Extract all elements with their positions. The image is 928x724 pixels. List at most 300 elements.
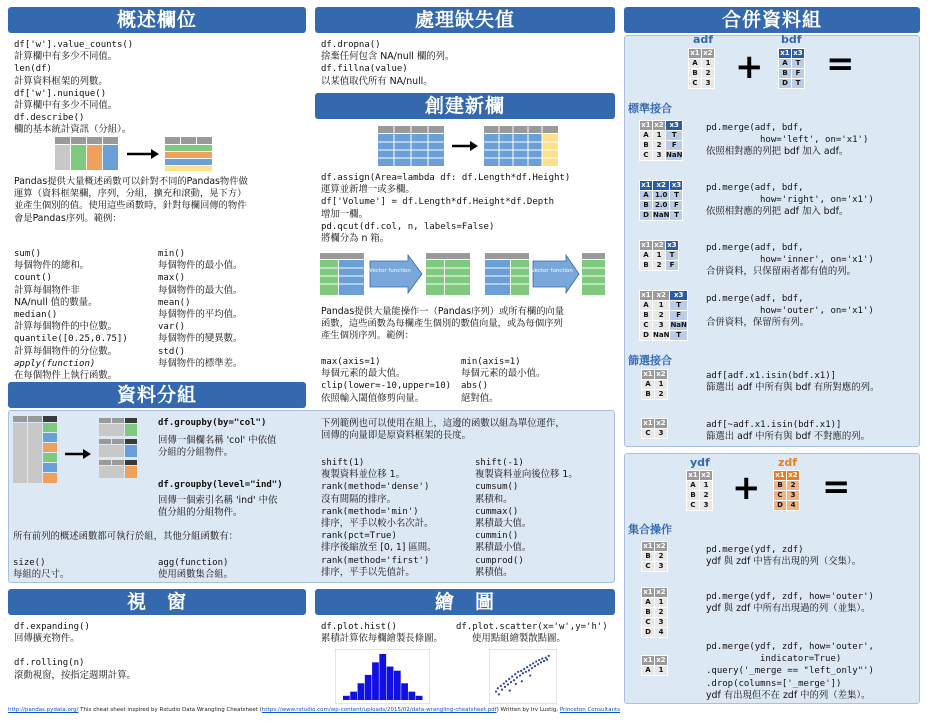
group-vec-line: 回傳的向量即是原資料框架的長度。 [321, 430, 472, 442]
table-header-row [689, 49, 715, 59]
table-cell: 2 [653, 261, 666, 271]
table-cell: T [666, 131, 683, 141]
intersect-desc [706, 544, 861, 568]
table-cell: T [792, 59, 805, 69]
missing-lines [321, 39, 454, 88]
table-cell: 3 [653, 151, 666, 161]
table-header-cell: x2 [656, 588, 666, 596]
table-cell: 1 [653, 131, 666, 141]
scatter-point [546, 658, 548, 660]
scatter-point [523, 668, 525, 670]
code-fillna: df.fillna(value) [321, 64, 408, 75]
code-len: len(df) [14, 64, 52, 75]
code-union: pd.merge(ydf, zdf, how='outer') [706, 592, 874, 602]
table-header-cell: x2 [701, 471, 711, 479]
table-row [642, 390, 668, 400]
table-header-cell: x1 [643, 542, 653, 550]
newcols-lines [321, 172, 570, 245]
table-row [687, 481, 713, 491]
desc-groupby-level: 回傳一個索引名稱 'ind' 中依 [158, 495, 278, 507]
desc-len: 計算資料框架的列數。 [14, 75, 108, 87]
scatter-point [529, 664, 531, 666]
scatter-point [532, 662, 534, 664]
desc-outer-join: 合併資料，保留所有列。 [706, 317, 810, 329]
table-cell: D [640, 331, 653, 341]
table-row [640, 141, 683, 151]
code-mean: mean() [158, 297, 191, 308]
desc-describe: 欄的基本統計資訊（分組）。 [14, 124, 132, 136]
code-diff-2: indicator=True) [760, 654, 842, 665]
histogram-bar [387, 667, 394, 700]
table-cell: C [640, 321, 653, 331]
desc-intersect: ydf 與 zdf 中皆有出現的列（交集）。 [706, 556, 862, 568]
code-qcut: pd.qcut(df.col, n, labels=False) [321, 221, 495, 232]
table-cell: 1 [702, 59, 715, 69]
table-row [640, 331, 688, 341]
table-header-row [642, 370, 668, 380]
table-row [774, 501, 800, 511]
table-header-cell: x3 [671, 181, 682, 189]
table-cell: 3 [702, 79, 715, 89]
table-cell: 2 [787, 481, 800, 491]
desc-fillna: 以某值取代所有 NA/null。 [321, 75, 433, 87]
adf-table [688, 48, 715, 89]
code-groupby-col: df.groupby(by="col") [158, 418, 267, 428]
header-missing: 處理缺失值 [315, 7, 615, 33]
code-right-join-1: pd.merge(adf, bdf, [706, 183, 804, 193]
desc-nunique: 計算欄中有多少不同值。 [14, 100, 118, 112]
code-shift-neg1: shift(-1) [475, 458, 524, 468]
table-cell: D [642, 628, 655, 638]
table-header-cell: x1 [641, 181, 651, 189]
scatter-point [525, 671, 527, 673]
desc-max: 每個物件的最大值。 [158, 284, 243, 296]
scatter-point [497, 687, 499, 689]
desc-assign: 運算並新增一或多欄。 [321, 184, 415, 196]
union-table [641, 587, 668, 638]
table-header-cell: x1 [643, 656, 653, 664]
histogram-bar [379, 654, 386, 700]
code-count: count() [14, 273, 52, 284]
table-cell: D [779, 79, 792, 89]
code-rank-pct: rank(pct=True) [321, 531, 397, 542]
table-cell: B [779, 69, 792, 79]
table-header-row [640, 181, 683, 191]
code-rank-dense: rank(method='dense') [321, 482, 430, 493]
table-cell: A [687, 481, 700, 491]
code-left-join-1: pd.merge(adf, bdf, [706, 123, 804, 133]
code-diff-4: .drop(columns=['_merge']) [706, 678, 842, 689]
code-clip: clip(lower=-10,upper=10) [321, 381, 452, 392]
scatter-point [498, 693, 500, 695]
table-row [640, 131, 683, 141]
header-combine: 合併資料組 [624, 7, 920, 33]
desc-clip: 依照輸入閾值修剪向量。 [321, 392, 425, 404]
desc-qcut: 將欄分為 n 箱。 [321, 233, 390, 245]
summarize-para-line: 運算（資料框架欄，序列，分組，擴充和滾動，晃下方） [14, 188, 247, 200]
scatter-point [522, 672, 524, 674]
scatter-point [515, 683, 517, 685]
table-row [642, 552, 668, 562]
intersect-table [641, 541, 668, 572]
newcols-result-table [484, 126, 558, 166]
table-cell: 2 [700, 491, 713, 501]
desc-rank-dense: 沒有間隔的排序。 [321, 493, 397, 505]
table-header-cell: x2 [703, 49, 713, 57]
left-join-table [639, 120, 683, 161]
zdf-table [773, 470, 800, 511]
code-max-axis: max(axis=1) [321, 357, 381, 367]
code-intersect: pd.merge(ydf, zdf) [706, 545, 804, 555]
table-header-cell: x2 [656, 370, 666, 378]
desc-count-2: NA/null 值的數量。 [14, 296, 98, 308]
histogram-bar [372, 662, 379, 700]
table-row [779, 79, 805, 89]
code-right-join-2: how='right', on='x1') [760, 195, 874, 206]
table-row [642, 562, 668, 572]
code-describe: df.describe() [14, 113, 85, 124]
table-row [640, 151, 683, 161]
table-header-row [640, 291, 688, 301]
desc-count: 計算每個物件非 [14, 284, 80, 296]
desc-right-join: 依照相對應的列把 adf 加入 bdf。 [706, 206, 849, 218]
group-diagram [13, 416, 143, 484]
table-cell: C [687, 501, 700, 511]
table-header-cell: x3 [793, 49, 803, 57]
table-row [687, 491, 713, 501]
table-cell: C [642, 562, 655, 572]
code-semi-join: adf[adf.x1.isin(bdf.x1)] [706, 371, 837, 381]
set-ops-heading: 集合操作 [628, 523, 672, 536]
table-cell: A [640, 251, 653, 261]
summarize-paragraph [14, 176, 248, 225]
table-cell: A [640, 301, 653, 311]
table-row [640, 261, 679, 271]
code-cummax: cummax() [475, 506, 519, 517]
desc-min: 每個物件的最小值。 [158, 260, 243, 272]
semi-join-table [641, 369, 668, 400]
scatter-point [501, 689, 503, 691]
equals-icon: = [822, 467, 851, 507]
table-cell: A [642, 380, 655, 390]
scatter-point [541, 658, 543, 660]
scatter-point [505, 680, 507, 682]
table-cell: F [666, 141, 683, 151]
table-header-row [640, 121, 683, 131]
table-cell: T [670, 211, 683, 221]
code-max: max() [158, 273, 186, 284]
table-cell: T [666, 251, 679, 261]
table-cell: 1 [655, 380, 668, 390]
scatter-point [519, 674, 521, 676]
ydf-label: ydf [690, 456, 710, 469]
table-header-row [642, 419, 668, 429]
outer-join-desc [706, 293, 874, 330]
table-header-cell: x1 [780, 49, 790, 57]
footer-link-pandas[interactable]: http://pandas.pydata.org/ [8, 707, 79, 713]
table-row [774, 481, 800, 491]
desc-rank-pct: 排序後縮放至 [0, 1] 區間。 [321, 542, 437, 554]
table-row [642, 608, 668, 618]
group-note: 所有前列的概述函數都可執行於組，其他分組函數有： [13, 531, 239, 542]
filter-join-heading: 篩選接合 [628, 354, 672, 367]
table-cell: B [689, 69, 702, 79]
table-header-cell: x2 [656, 542, 666, 550]
histogram-bar [408, 692, 415, 700]
histogram-bar [350, 692, 357, 700]
table-row [689, 79, 715, 89]
plus-icon: + [732, 468, 761, 508]
table-cell: 1 [653, 301, 670, 311]
group-size [13, 557, 69, 581]
desc-union: ydf 與 zdf 中所有出現過的列（並集）。 [706, 603, 871, 615]
desc-plot-hist: 累積計算依每欄繪製長條圖。 [321, 633, 443, 645]
footer-link-rstudio[interactable]: https://www.rstudio.com/wp-content/uploads/2015/02/data-wrangling-cheatsheet.pdf [261, 707, 497, 713]
scatter-point [526, 666, 528, 668]
table-row [642, 380, 668, 390]
summarize-para-line: Pandas提供大量概述函數可以針對不同的Pandas物件做 [14, 176, 248, 187]
vector-function-label: Vector function [369, 268, 411, 274]
desc-groupby-col-2: 分組的分組物件。 [158, 447, 234, 459]
table-cell: 1 [655, 598, 668, 608]
outer-join-table [639, 290, 688, 341]
code-size: size() [13, 558, 46, 568]
newcols-diagram [378, 126, 558, 166]
table-cell: A [642, 666, 655, 676]
adf-label: adf [693, 33, 714, 46]
desc-var: 每個物件的變異數。 [158, 333, 243, 345]
table-header-row [642, 542, 668, 552]
scatter-point [513, 679, 515, 681]
table-cell: C [774, 491, 787, 501]
table-header-cell: x1 [643, 588, 653, 596]
table-cell: C [642, 429, 655, 439]
table-cell: 4 [655, 628, 668, 638]
code-min: min() [158, 249, 186, 259]
code-agg: agg(function) [158, 558, 229, 568]
table-header-cell: x1 [690, 49, 700, 57]
scatter-point [510, 681, 512, 683]
ydf-table [686, 470, 713, 511]
newcols-source-table [378, 126, 444, 166]
code-outer-join-2: how='outer', on='x1') [760, 306, 874, 317]
desc-shift1: 複製資料並位移 1。 [321, 469, 405, 481]
anti-join-table [641, 418, 668, 439]
scatter-point [535, 660, 537, 662]
group-agg [158, 557, 233, 581]
vector-function-diagram [320, 253, 605, 295]
scatter-point [521, 680, 523, 682]
inner-join-desc [706, 242, 874, 279]
table-row [689, 59, 715, 69]
table-cell: B [640, 261, 653, 271]
newcols-para-line: Pandas提供大量能操作一（Pandas序列）或所有欄的向量 [321, 306, 565, 317]
footer-text-2: ) Written by Irv Lustig, [496, 707, 560, 713]
table-header-cell: x1 [641, 241, 651, 249]
plot-hist [321, 621, 443, 645]
desc-rolling: 滾動視窗，按指定週期計算。 [14, 669, 136, 681]
bdf-label: bdf [781, 33, 802, 46]
semi-join-desc [706, 370, 879, 394]
table-header-cell: x2 [654, 241, 664, 249]
histogram-bar [416, 696, 423, 700]
left-join-desc [706, 122, 868, 159]
desc-groupby-col: 回傳一個欄名稱 'col' 中依值 [158, 435, 277, 447]
scatter-point [509, 690, 511, 692]
summarize-functions-left [14, 248, 128, 382]
code-abs: abs() [461, 381, 489, 392]
table-cell: T [792, 79, 805, 89]
histogram-bar [394, 671, 401, 700]
footer-text: This cheat sheet inspired by Rstudio Data Wrangling Cheatsheet ( [78, 707, 262, 713]
table-row [687, 501, 713, 511]
code-cummin: cummin() [475, 531, 519, 542]
code-var: var() [158, 322, 186, 333]
table-row [642, 598, 668, 608]
desc-dropna: 捨棄任何包含 NA/null 欄的列。 [321, 51, 455, 63]
desc-cummax: 累積最大值。 [475, 518, 532, 530]
desc-volume: 增加一欄。 [321, 208, 368, 220]
summarize-lines [14, 39, 133, 137]
code-expanding: df.expanding() [14, 622, 90, 632]
union-desc [706, 591, 874, 615]
table-cell: 2 [655, 608, 668, 618]
table-header-cell: x2 [788, 471, 798, 479]
scatter-point [504, 686, 506, 688]
table-cell: T [670, 301, 687, 311]
table-cell: 1 [655, 666, 668, 676]
desc-cumprod: 累積值。 [475, 566, 513, 578]
newcols-functions-left [321, 356, 451, 405]
desc-size: 每組的尺寸。 [13, 569, 70, 581]
summarize-para-line: 會是Pandas序列。範例： [14, 212, 122, 224]
table-row [640, 321, 688, 331]
table-cell: F [670, 311, 687, 321]
code-rank-first: rank(method='first') [321, 555, 430, 566]
scatter-point [500, 685, 502, 687]
scatter-point [545, 657, 547, 659]
scatter-point [534, 665, 536, 667]
table-cell: A [640, 191, 653, 201]
vector-function-label: Vector function [531, 268, 573, 274]
code-min-axis: min(axis=1) [461, 357, 521, 367]
table-header-row [774, 471, 800, 481]
table-cell: 3 [655, 618, 668, 628]
table-header-cell: x1 [641, 121, 651, 129]
table-cell: 3 [655, 562, 668, 572]
table-header-cell: x3 [667, 241, 677, 249]
table-row [642, 628, 668, 638]
code-sum: sum() [14, 249, 42, 259]
code-volume: df['Volume'] = df.Length*df.Height*df.Depth [321, 197, 554, 208]
table-cell: B [774, 481, 787, 491]
scatter-point [540, 661, 542, 663]
footer [8, 707, 620, 713]
arrow-icon [127, 149, 159, 159]
code-outer-join-1: pd.merge(adf, bdf, [706, 294, 804, 304]
table-cell: C [689, 79, 702, 89]
table-header-cell: x2 [654, 121, 664, 129]
scatter-point [528, 669, 530, 671]
desc-mean: 每個物件的平均值。 [158, 309, 243, 321]
table-cell: 2 [655, 390, 668, 400]
group-result-tables [99, 418, 137, 478]
table-row [640, 301, 688, 311]
desc-plot-scatter: 使用點組繪製散點圖。 [472, 633, 566, 645]
summarize-source-table [55, 137, 118, 170]
code-plot-scatter: df.plot.scatter(x='w',y='h') [456, 622, 608, 632]
table-row [640, 191, 683, 201]
desc-quantile: 計算每個物件的分位數。 [14, 345, 118, 357]
desc-min-axis: 每個元素的最小值。 [461, 368, 546, 380]
groupby-col [158, 417, 276, 460]
group-source-table [13, 416, 57, 483]
table-cell: A [689, 59, 702, 69]
table-header-cell: x2 [653, 181, 670, 191]
table-header-cell: x1 [641, 291, 651, 299]
table-cell: A [779, 59, 792, 69]
desc-diff: ydf 有出現但不在 zdf 中的列（差集）。 [706, 689, 871, 701]
scatter-point [517, 671, 519, 673]
table-header-cell: x2 [656, 419, 666, 427]
scatter-point [529, 674, 531, 676]
desc-apply: 在每個物件上執行函數。 [14, 370, 118, 382]
diff-desc [706, 641, 874, 702]
scatter-point [537, 663, 539, 665]
table-row [642, 666, 668, 676]
right-join-table [639, 180, 683, 221]
bdf-table [778, 48, 805, 89]
table-cell: D [640, 211, 653, 221]
shift-functions-right [475, 457, 578, 579]
table-cell: A [642, 598, 655, 608]
table-cell: A [640, 131, 653, 141]
scatter-point [520, 670, 522, 672]
groupby-level [158, 479, 283, 520]
desc-inner-join: 合併資料，只保留兩者都有值的列。 [706, 266, 857, 278]
desc-cumsum: 累積和。 [475, 493, 513, 505]
desc-rank-min: 排序，平手以較小名次計。 [321, 518, 434, 530]
table-header-row [640, 241, 679, 251]
right-join-desc [706, 182, 874, 219]
diff-table [641, 655, 668, 676]
newcols-functions-right [461, 356, 545, 405]
table-header-row [779, 49, 805, 59]
histogram-bar [343, 696, 350, 700]
shift-functions-left [321, 457, 437, 579]
code-cumprod: cumprod() [475, 555, 524, 566]
vector-diagram-2 [485, 253, 605, 295]
histogram-plot [335, 649, 430, 704]
table-row [640, 251, 679, 261]
code-nunique: df['w'].nunique() [14, 88, 107, 99]
summarize-diagram [55, 137, 215, 171]
code-value-counts: df['w'].value_counts() [14, 40, 134, 50]
scatter-point [531, 667, 533, 669]
code-shift1: shift(1) [321, 458, 365, 468]
windows-lines [14, 621, 136, 682]
table-header-cell: x3 [670, 291, 687, 301]
desc-value-counts: 計算欄中有多少不同值。 [14, 51, 118, 63]
table-cell: 2.0 [653, 201, 670, 211]
table-cell: 3 [655, 429, 668, 439]
desc-sum: 每個物件的總和。 [14, 260, 90, 272]
code-rolling: df.rolling(n) [14, 658, 85, 669]
table-cell: B [640, 141, 653, 151]
table-header-cell: x2 [653, 291, 670, 301]
desc-cummin: 累積最小值。 [475, 542, 532, 554]
footer-link-princeton[interactable]: Princeton Consultants [559, 707, 621, 713]
